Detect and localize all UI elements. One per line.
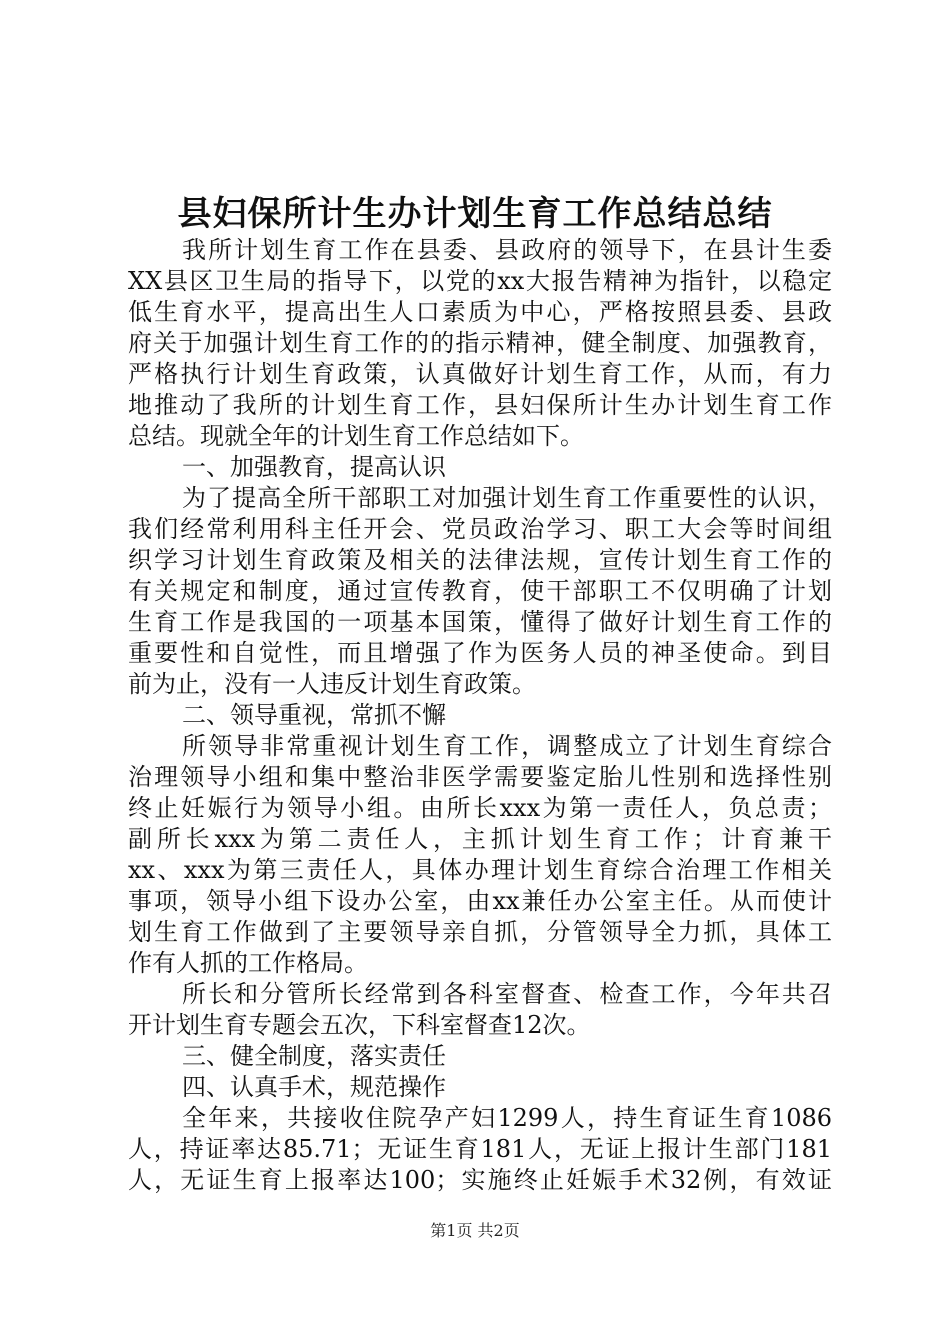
- paragraph-line: 事项，领导小组下设办公室，由xx兼任办公室主任。从而使计: [128, 887, 832, 915]
- section-heading: 四、认真手术，规范操作: [182, 1073, 446, 1101]
- paragraph-line: 为了提高全所干部职工对加强计划生育工作重要性的认识，: [182, 484, 832, 512]
- paragraph-line: 作有人抓的工作格局。: [128, 949, 368, 977]
- section-heading: 三、健全制度，落实责任: [182, 1042, 446, 1070]
- paragraph-line: 府关于加强计划生育工作的的指示精神，健全制度、加强教育，: [128, 329, 832, 357]
- section-heading: 一、加强教育，提高认识: [182, 453, 446, 481]
- document-title: 县妇保所计生办计划生育工作总结总结: [177, 194, 773, 234]
- paragraph-line: 治理领导小组和集中整治非医学需要鉴定胎儿性别和选择性别: [128, 763, 832, 791]
- paragraph-line: 有关规定和制度，通过宣传教育，使干部职工不仅明确了计划: [128, 577, 832, 605]
- paragraph-line: 严格执行计划生育政策，认真做好计划生育工作，从而，有力: [128, 360, 832, 388]
- paragraph-line: 我所计划生育工作在县委、县政府的领导下，在县计生委: [182, 236, 832, 264]
- paragraph-line: 所长和分管所长经常到各科室督查、检查工作，今年共召: [182, 980, 832, 1008]
- paragraph-line: 地推动了我所的计划生育工作，县妇保所计生办计划生育工作: [128, 391, 832, 419]
- paragraph-line: 开计划生育专题会五次，下科室督查12次。: [128, 1011, 591, 1039]
- paragraph-line: 生育工作是我国的一项基本国策，懂得了做好计划生育工作的: [128, 608, 832, 636]
- paragraph-line: XX县区卫生局的指导下，以党的xx大报告精神为指针，以稳定: [128, 267, 832, 295]
- paragraph-line: 全年来，共接收住院孕产妇1299人，持生育证生育1086: [182, 1104, 832, 1132]
- paragraph-line: 织学习计划生育政策及相关的法律法规，宣传计划生育工作的: [128, 546, 832, 574]
- document-body: [128, 235, 832, 1196]
- paragraph-line: 人，无证生育上报率达100；实施终止妊娠手术32例，有效证: [128, 1166, 832, 1194]
- paragraph-line: 重要性和自觉性，而且增强了作为医务人员的神圣使命。到目: [128, 639, 832, 667]
- paragraph-line: 低生育水平，提高出生人口素质为中心，严格按照县委、县政: [128, 298, 832, 326]
- page-footer: 第1页 共2页: [430, 1221, 520, 1240]
- paragraph-line: 副所长xxx为第二责任人，主抓计划生育工作；计育兼干: [128, 825, 832, 853]
- paragraph-line: 我们经常利用科主任开会、党员政治学习、职工大会等时间组: [128, 515, 832, 543]
- paragraph-line: 所领导非常重视计划生育工作，调整成立了计划生育综合: [182, 732, 832, 760]
- paragraph-line: 终止妊娠行为领导小组。由所长xxx为第一责任人，负总责；: [128, 794, 832, 822]
- paragraph-line: 划生育工作做到了主要领导亲自抓，分管领导全力抓，具体工: [128, 918, 832, 946]
- paragraph-line: 人，持证率达85.71；无证生育181人，无证上报计生部门181: [128, 1135, 832, 1163]
- paragraph-line: 总结。现就全年的计划生育工作总结如下。: [128, 422, 584, 450]
- section-heading: 二、领导重视，常抓不懈: [182, 701, 446, 729]
- paragraph-line: 前为止，没有一人违反计划生育政策。: [128, 670, 536, 698]
- paragraph-line: xx、xxx为第三责任人，具体办理计划生育综合治理工作相关: [128, 856, 832, 884]
